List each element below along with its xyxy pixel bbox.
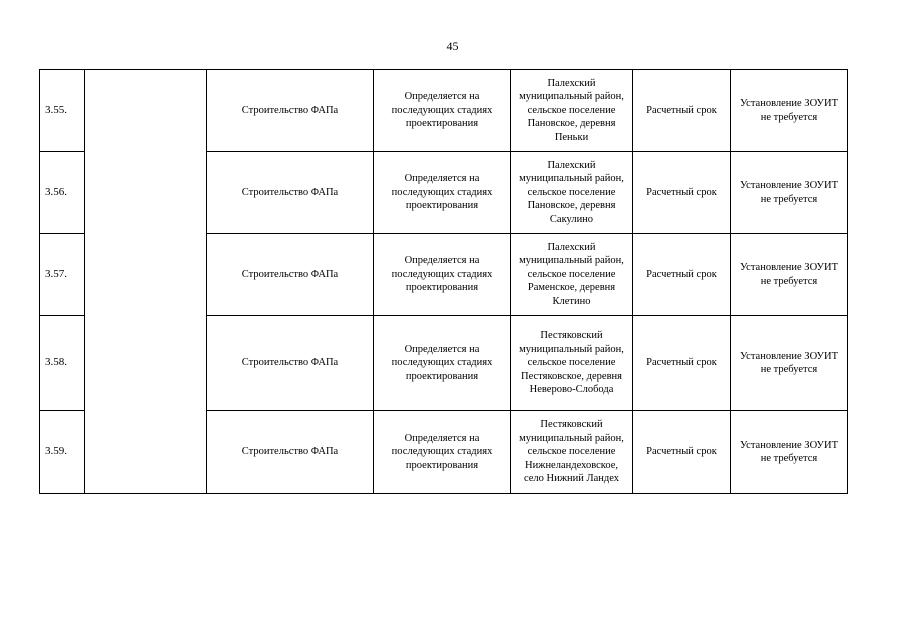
objects-table [39, 69, 848, 494]
row-number: 3.59. [40, 411, 85, 494]
implementation-term: Расчетный срок [633, 70, 731, 152]
row-number: 3.56. [40, 152, 85, 234]
object-params: Определяется на последующих стадиях проектирования [374, 70, 511, 152]
object-name: Строительство ФАПа [207, 316, 374, 411]
object-name: Строительство ФАПа [207, 70, 374, 152]
object-params: Определяется на последующих стадиях проектирования [374, 316, 511, 411]
zone-requirement: Установление ЗОУИТ не требуется [731, 316, 848, 411]
implementation-term: Расчетный срок [633, 234, 731, 316]
merged-empty-cell [85, 70, 207, 494]
object-params: Определяется на последующих стадиях проектирования [374, 152, 511, 234]
object-location: Палехский муниципальный район, сельское поселение Раменское, деревня Клетино [511, 234, 633, 316]
row-number: 3.55. [40, 70, 85, 152]
object-name: Строительство ФАПа [207, 234, 374, 316]
zone-requirement: Установление ЗОУИТ не требуется [731, 70, 848, 152]
object-name: Строительство ФАПа [207, 152, 374, 234]
zone-requirement: Установление ЗОУИТ не требуется [731, 152, 848, 234]
page-number: 45 [446, 39, 459, 53]
implementation-term: Расчетный срок [633, 411, 731, 494]
row-number: 3.58. [40, 316, 85, 411]
object-params: Определяется на последующих стадиях проектирования [374, 411, 511, 494]
zone-requirement: Установление ЗОУИТ не требуется [731, 234, 848, 316]
object-location: Пестяковский муниципальный район, сельское поселение Нижнеландеховское, село Нижний Ландех [511, 411, 633, 494]
object-params: Определяется на последующих стадиях проектирования [374, 234, 511, 316]
object-location: Пестяковский муниципальный район, сельское поселение Пестяковское, деревня Неверово-Слобода [511, 316, 633, 411]
object-location: Палехский муниципальный район, сельское поселение Пановское, деревня Сакулино [511, 152, 633, 234]
table-row [40, 70, 848, 152]
row-number: 3.57. [40, 234, 85, 316]
implementation-term: Расчетный срок [633, 152, 731, 234]
zone-requirement: Установление ЗОУИТ не требуется [731, 411, 848, 494]
implementation-term: Расчетный срок [633, 316, 731, 411]
object-location: Палехский муниципальный район, сельское поселение Пановское, деревня Пеньки [511, 70, 633, 152]
object-name: Строительство ФАПа [207, 411, 374, 494]
